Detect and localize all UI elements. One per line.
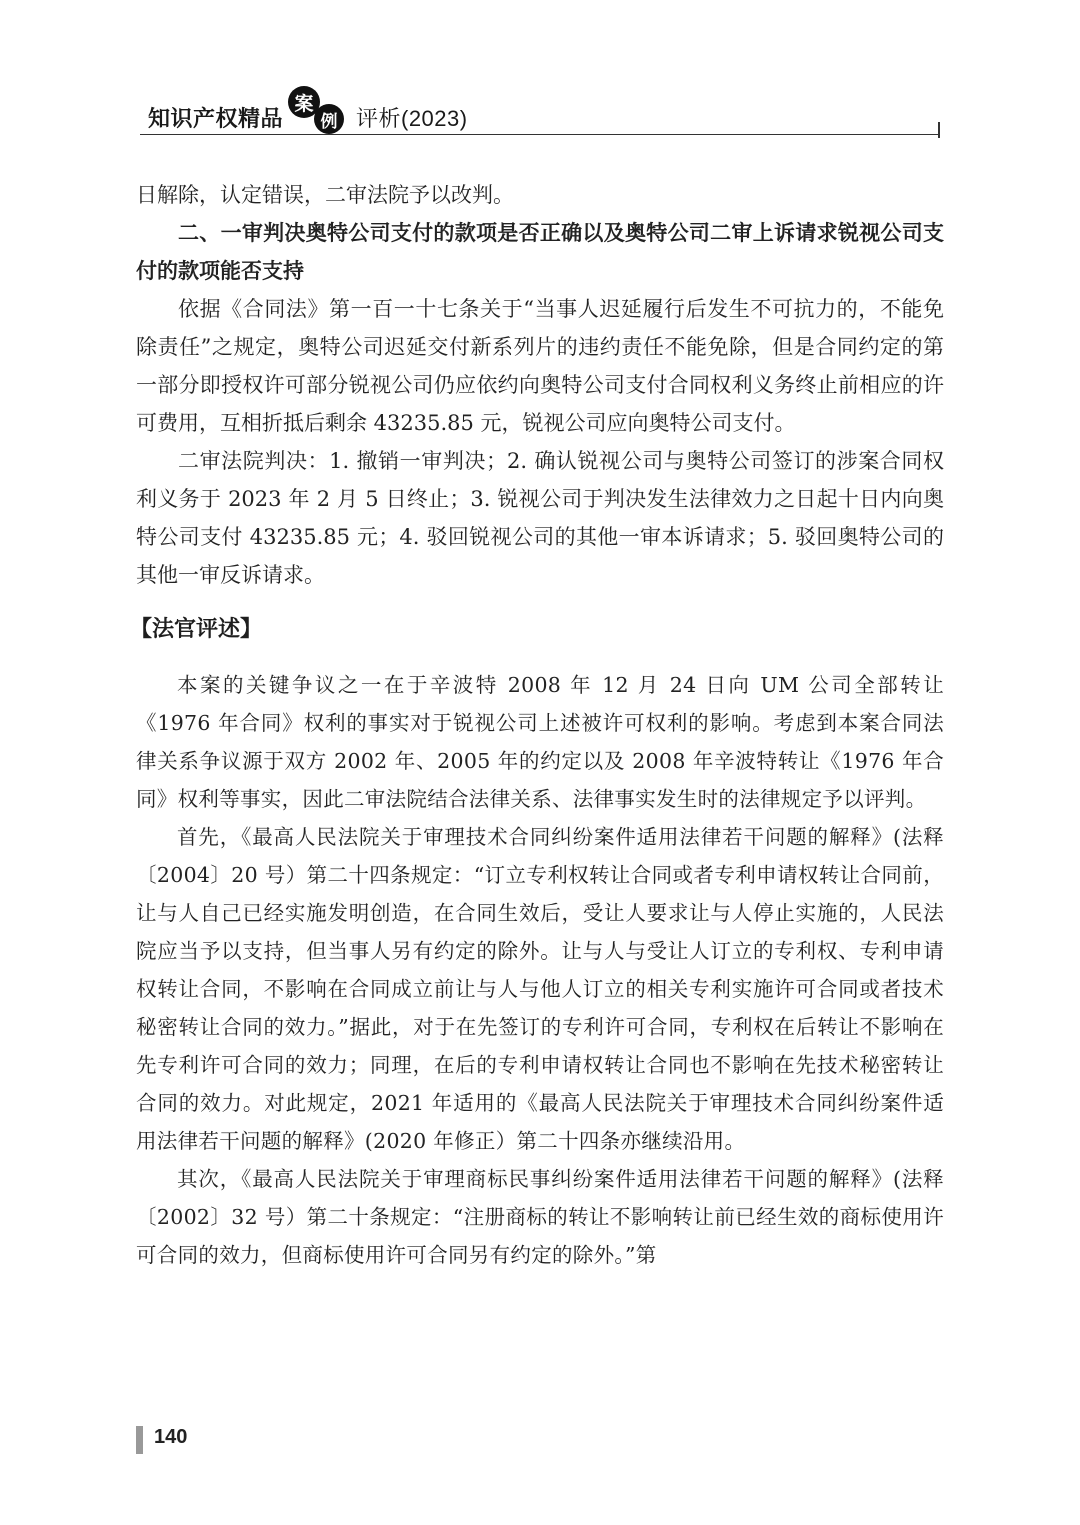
header-title-right: 评析(2023) [356, 106, 468, 131]
paragraph-continuation: 日解除，认定错误，二审法院予以改判。 [136, 183, 514, 207]
paragraph-contract-law: 依据《合同法》第一百一十七条关于“当事人迟延履行后发生不可抗力的，不能免除责任”之规定，奥特公司迟延交付新系列片的违约责任不能免除，但是合同约定的第一部分即授权许可部分锐视公司仍应依约向奥特公司支付合同权利义务终止前相应的许可费用，互相折抵后剩余 43235.85 元，锐视公司应向奥特公司支付。 [136, 297, 944, 435]
header-seal-1: 案 [288, 86, 320, 118]
header-seal-2: 例 [314, 104, 344, 134]
running-header [140, 82, 940, 142]
comment-paragraph-1: 本案的关键争议之一在于辛波特 2008 年 12 月 24 日向 UM 公司全部转让《1976 年合同》权利的事实对于锐视公司上述被许可权利的影响。考虑到本案合同法律关系争议源于双方 2002 年、2005 年的约定以及 2008 年辛波特转让《1976 年合同》权利等事实，因此二审法院结合法律关系、法律事实发生时的法律规定予以评判。 [136, 673, 944, 811]
footer-bar [136, 1426, 143, 1454]
comment-paragraph-2: 首先，《最高人民法院关于审理技术合同纠纷案件适用法律若干问题的解释》(法释〔2004〕20 号）第二十四条规定：“订立专利权转让合同或者专利申请权转让合同前，让与人自己已经实施发明创造，在合同生效后，受让人要求让与人停止实施的，人民法院应当予以支持，但当事人另有约定的除外。让与人与受让人订立的专利权、专利申请权转让合同，不影响在合同成立前让与人与他人订立的相关专利实施许可合同或者技术秘密转让合同的效力。”据此，对于在先签订的专利许可合同，专利权在后转让不影响在先专利许可合同的效力；同理，在后的专利申请权转让合同也不影响在先技术秘密转让合同的效力。对此规定，2021 年适用的《最高人民法院关于审理技术合同纠纷案件适用法律若干问题的解释》(2020 年修正）第二十四条亦继续沿用。 [136, 825, 944, 1153]
section-title-judge-comment: 【法官评述】 [130, 617, 263, 642]
page-number: 140 [154, 1426, 188, 1448]
header-title-left: 知识产权精品 [148, 106, 284, 131]
comment-paragraph-3: 其次，《最高人民法院关于审理商标民事纠纷案件适用法律若干问题的解释》(法释〔2002〕32 号）第二十条规定：“注册商标的转让不影响转让前已经生效的商标使用许可合同的效力，但商标使用许可合同另有约定的除外。”第 [136, 1167, 944, 1267]
subheading-issue-two: 二、一审判决奥特公司支付的款项是否正确以及奥特公司二审上诉请求锐视公司支付的款项能否支持 [136, 221, 944, 283]
paragraph-judgment: 二审法院判决：1. 撤销一审判决；2. 确认锐视公司与奥特公司签订的涉案合同权利义务于 2023 年 2 月 5 日终止；3. 锐视公司于判决发生法律效力之日起十日内向奥特公司支付 43235.85 元；4. 驳回锐视公司的其他一审本诉请求；5. 驳回奥特公司的其他一审反诉请求。 [136, 449, 944, 587]
judge-comment-body [136, 666, 944, 1274]
header-rule-tick [938, 122, 940, 138]
page-body [130, 176, 944, 1274]
header-rule [140, 134, 940, 135]
